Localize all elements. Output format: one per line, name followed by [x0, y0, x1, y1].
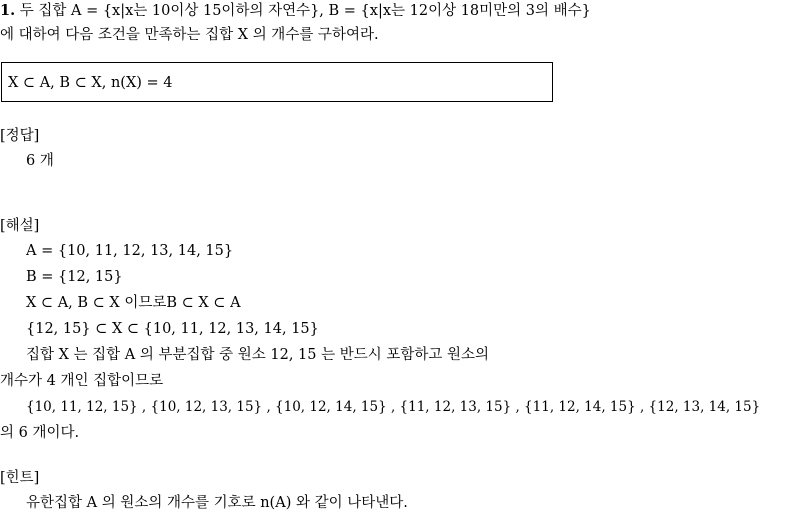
- explanation-line-5: 집합 X 는 집합 A 의 부분집합 중 원소 12, 15 는 반드시 포함하고 원소의: [26, 347, 489, 363]
- answer-value: 6 개: [26, 153, 54, 169]
- explanation-line-2: B = {12, 15}: [26, 269, 123, 285]
- explanation-line-3: X ⊂ A, B ⊂ X 이므로B ⊂ X ⊂ A: [26, 295, 241, 311]
- explanation-heading: [해설]: [0, 218, 40, 234]
- explanation-line-4: {12, 15} ⊂ X ⊂ {10, 11, 12, 13, 14, 15}: [26, 321, 319, 337]
- explanation-continuation: 개수가 4 개인 집합이므로: [0, 373, 164, 389]
- explanation-sets-line: {10, 11, 12, 15} , {10, 12, 13, 15} , {10, 12, 14, 15} , {11, 12, 13, 15} , {11, 12, 14, 15} , {12, 13, 14, 15}: [26, 399, 761, 415]
- explanation-conclusion: 의 6 개이다.: [0, 425, 80, 441]
- problem-text-1: 두 집합 A = {x|x는 10이상 15이하의 자연수}, B = {x|x는 12이상 18미만의 3의 배수}: [19, 3, 591, 19]
- condition-box: [1, 62, 553, 102]
- condition-text: X ⊂ A, B ⊂ X, n(X) = 4: [8, 75, 173, 91]
- hint-text: 유한집합 A 의 원소의 개수를 기호로 n(A) 와 같이 나타낸다.: [26, 495, 408, 511]
- answer-heading: [정답]: [0, 128, 40, 144]
- problem-statement-line-2: 에 대하여 다음 조건을 만족하는 집합 X 의 개수를 구하여라.: [0, 27, 379, 43]
- hint-heading: [힌트]: [0, 470, 40, 486]
- problem-statement-line-1: [0, 2, 591, 20]
- explanation-line-1: A = {10, 11, 12, 13, 14, 15}: [26, 243, 234, 259]
- problem-number: 1.: [0, 2, 16, 19]
